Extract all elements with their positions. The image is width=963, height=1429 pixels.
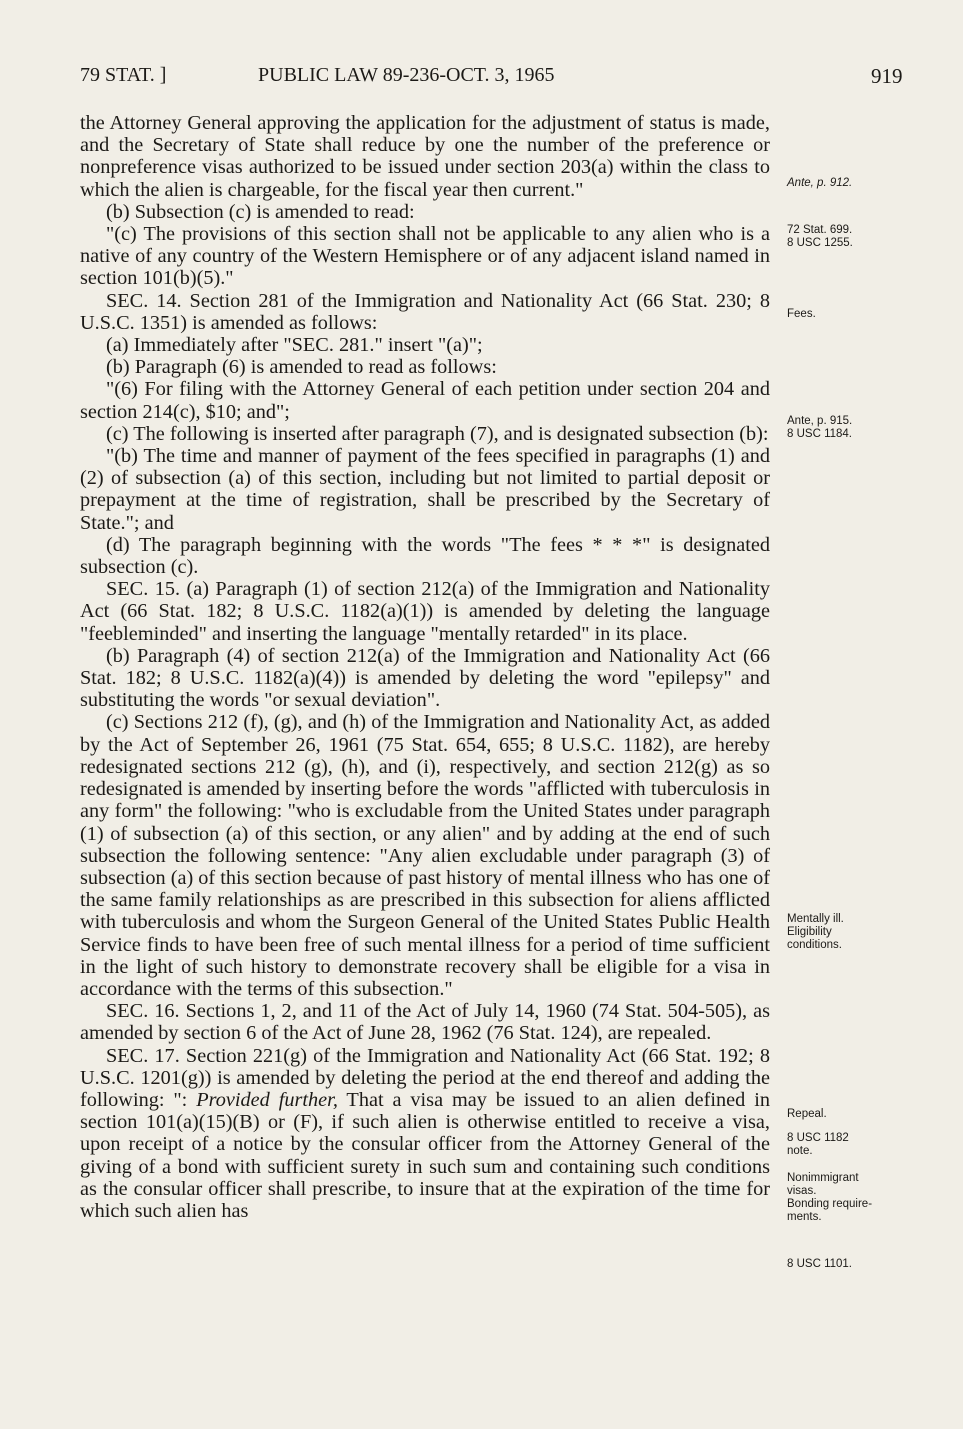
paragraph-text: Sections 1, 2, and 11 of the Act of July 14, 1960 (74 Stat. 504-505), as amended by section 6 of the Act of June 28, 1962 (76 Stat. 124), are repealed. <box>80 1000 770 1045</box>
paragraph <box>80 578 770 645</box>
paragraph-text: Section 221(g) of the Immigration and Nationality Act (66 Stat. 192; 8 U.S.C. 1201(g)) is amended by deleting the period at the end thereof and adding the following: ": <box>80 1044 770 1111</box>
page-number: 919 <box>871 64 903 88</box>
paragraph: (b) Paragraph (4) of section 212(a) of the Immigration and Nationality Act (66 Stat. 182; 8 U.S.C. 1182(a)(4)) is amended by deleting the word "epilepsy" and substituting the words "or sexual deviation". <box>80 644 770 712</box>
paragraph <box>80 1000 770 1044</box>
paragraph-text: (a) Paragraph (1) of section 212(a) of the Immigration and Nationality Act (66 Stat. 182; 8 U.S.C. 1182(a)(1)) is amended by deleting the language "feebleminded" and inserting the language "mentally retarded" in its place. <box>80 578 770 645</box>
body-text <box>80 112 770 1222</box>
paragraph: (a) Immediately after "SEC. 281." insert "(a)"; <box>106 334 483 357</box>
paragraph: (c) Sections 212 (f), (g), and (h) of the Immigration and Nationality Act, as added by the Act of September 26, 1961 (75 Stat. 654, 655; 8 U.S.C. 1182), are hereby redesignated sections 212 (g), (h), and (i), respectively, and section 212(g) as so redesignated is amended by inserting before the words "afflicted with tuberculosis in any form" the following: "who is excludable from the United States under paragraph (1) of subsection (a) of this section, or any alien" and by adding at the end of such subsection the following sentence: "Any alien excludable under paragraph (3) of subsection (a) of this section because of past history of mental illness who has one of the same family relationships as are prescribed in this subsection for aliens afflicted with tuberculosis and whom the Surgeon General of the United States Public Health Service finds to have been free of such mental illness for a period of time sufficient in the light of such history to demonstrate recovery shall be eligible for a visa in accordance with the terms of this subsection." <box>80 711 770 1000</box>
section-label: SEC. 15. <box>106 578 181 601</box>
margin-note: Fees. <box>787 308 816 320</box>
running-title: PUBLIC LAW 89-236-OCT. 3, 1965 <box>258 64 555 86</box>
paragraph-text: Section 281 of the Immigration and Nationality Act (66 Stat. 230; 8 U.S.C. 1351) is amended as follows: <box>80 289 770 334</box>
paragraph: (c) The following is inserted after paragraph (7), and is designated subsection (b): <box>106 422 769 445</box>
paragraph: "(b) The time and manner of payment of the fees specified in paragraphs (1) and (2) of subsection (a) of this section, including but not limited to partial deposit or prepayment at the time of registration, shall be prescribed by the Secretary of State."; and <box>80 445 770 534</box>
paragraph-text: That a visa may be issued to an alien defined in section 101(a)(15)(B) or (F), if such alien is otherwise entitled to receive a visa, upon receipt of a notice by the consular officer from the Attorney General of the giving of a bond with sufficient surety in such sum and containing such conditions as the consular officer shall prescribe, to insure that at the expiration of the time for which such alien has <box>80 1088 770 1222</box>
margin-note: Ante, p. 915. 8 USC 1184. <box>787 415 853 440</box>
paragraph: "(6) For filing with the Attorney General of each petition under section 204 and section 214(c), $10; and"; <box>80 378 770 423</box>
paragraph: (d) The paragraph beginning with the words "The fees * * *" is designated subsection (c). <box>80 533 770 579</box>
paragraph: (b) Paragraph (6) is amended to read as follows: <box>106 356 497 379</box>
margin-note: Repeal. <box>787 1108 827 1120</box>
volume-reference: 79 STAT. ] <box>80 64 167 86</box>
margin-note: 8 USC 1101. <box>787 1258 852 1270</box>
paragraph: the Attorney General approving the application for the adjustment of status is made, and the Secretary of State shall reduce by one the number of the preference or nonpreference visas authorized to be issued under section 203(a) within the class to which the alien is chargeable, for the fiscal year then current." <box>80 112 770 201</box>
margin-note: 8 USC 1182 note. <box>787 1132 849 1157</box>
emphasis: Provided further, <box>196 1088 338 1111</box>
margin-note: Mentally ill. Eligibility conditions. <box>787 913 844 951</box>
paragraph: (b) Subsection (c) is amended to read: <box>106 200 415 223</box>
section-label: SEC. 16. <box>106 1000 180 1023</box>
section-label: SEC. 14. <box>106 289 182 312</box>
margin-notes <box>787 0 963 1429</box>
paragraph: "(c) The provisions of this section shall not be applicable to any alien who is a native of any country of the Western Hemisphere or of any adjacent island named in section 101(b)(5)." <box>80 223 770 290</box>
paragraph <box>80 1045 770 1223</box>
section-label: SEC. 17. <box>106 1044 180 1067</box>
paragraph <box>80 290 770 334</box>
margin-note: 72 Stat. 699. 8 USC 1255. <box>787 224 853 249</box>
margin-note: Ante, p. 912. <box>787 177 853 189</box>
margin-note: Nonimmigrant visas. Bonding require- ments. <box>787 1172 873 1223</box>
